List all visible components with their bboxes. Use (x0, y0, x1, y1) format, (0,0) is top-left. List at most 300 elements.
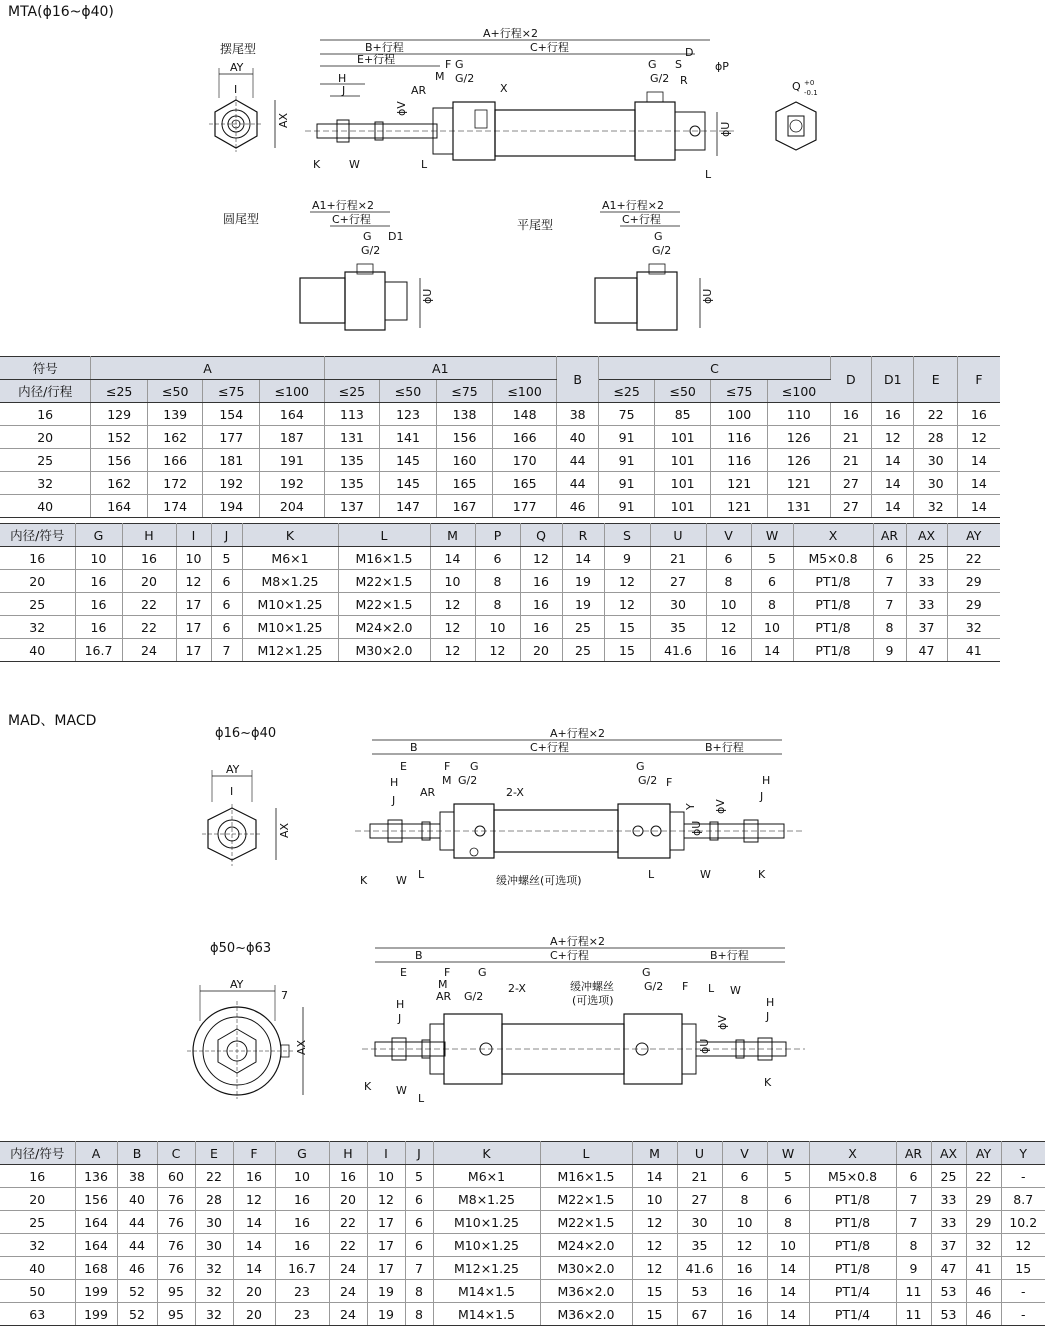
table-cell: 25 (562, 639, 604, 662)
mad-small-ax-label: AX (278, 822, 291, 838)
table-cell: 16 (0, 403, 91, 426)
table-cell: 21 (830, 449, 871, 472)
table-cell: M22×1.5 (540, 1211, 632, 1234)
table-cell: 9 (896, 1257, 931, 1280)
table-cell: 192 (203, 472, 260, 495)
mta-b-dim: B+行程 (365, 41, 404, 54)
table-cell: 30 (650, 593, 706, 616)
table-cell: 156 (91, 449, 148, 472)
table-cell: 8 (722, 1188, 767, 1211)
table-cell: 100 (711, 403, 768, 426)
table-cell: 20 (233, 1303, 275, 1326)
table-row (0, 1280, 1045, 1303)
table-cell: 28 (914, 426, 957, 449)
column-header: AY (947, 524, 1000, 547)
table-cell: M8×1.25 (242, 570, 338, 593)
table-cell: 21 (650, 547, 706, 570)
table-cell: 14 (957, 495, 1000, 518)
table-cell: 6 (405, 1188, 433, 1211)
table-cell: 14 (751, 639, 793, 662)
table-cell: M6×1 (242, 547, 338, 570)
column-header: U (677, 1142, 722, 1165)
table-cell: - (1001, 1165, 1045, 1188)
table-cell: 46 (966, 1280, 1001, 1303)
table-cell: 17 (367, 1211, 405, 1234)
mad-large-g2-dim: G/2 (464, 990, 484, 1003)
table-cell: M5×0.8 (809, 1165, 896, 1188)
mta-q-dim: Q (792, 80, 801, 93)
table-cell: 16 (722, 1257, 767, 1280)
table-cell: 16 (233, 1165, 275, 1188)
mta-e-dim: E+行程 (357, 53, 396, 66)
table-cell: 25 (931, 1165, 966, 1188)
table-cell: 12 (367, 1188, 405, 1211)
mta-phiu-dim: ϕU (719, 121, 732, 137)
column-header: AX (931, 1142, 966, 1165)
table-cell: 14 (767, 1257, 809, 1280)
mad-large-f-right: F (682, 980, 689, 993)
table-cell: 91 (599, 449, 655, 472)
table-cell: M10×1.25 (242, 616, 338, 639)
table-cell: - (1001, 1280, 1045, 1303)
table-cell: 16 (0, 547, 75, 570)
table-cell: 40 (556, 426, 598, 449)
table-cell: 7 (873, 570, 906, 593)
table-cell: 172 (147, 472, 203, 495)
mad-large-b-dim: B (415, 949, 423, 962)
table-cell: 10 (430, 570, 475, 593)
table-cell: 15 (632, 1303, 677, 1326)
table-cell: 139 (147, 403, 203, 426)
table-cell: 46 (117, 1257, 157, 1280)
table-cell: 10 (706, 593, 751, 616)
table-cell: 33 (906, 570, 947, 593)
table-cell: 14 (872, 472, 914, 495)
table-cell: 44 (556, 472, 598, 495)
table-cell: 11 (896, 1303, 931, 1326)
table-cell: 148 (493, 403, 557, 426)
table-cell: M6×1 (433, 1165, 540, 1188)
mta-t1-symbol-header: 符号 (0, 357, 91, 380)
mta-round-a1-dim: A1+行程×2 (312, 199, 374, 212)
table-cell: 121 (711, 472, 768, 495)
table-cell: 25 (906, 547, 947, 570)
table-cell: 10 (751, 616, 793, 639)
table-cell: 30 (677, 1211, 722, 1234)
table-cell: 17 (367, 1234, 405, 1257)
mad-large-cushion-1: 缓冲螺丝 (570, 980, 614, 993)
table-cell: 12 (430, 593, 475, 616)
table-cell: 19 (562, 570, 604, 593)
table-cell: 29 (966, 1188, 1001, 1211)
column-header: C (157, 1142, 195, 1165)
table-cell: 12 (632, 1211, 677, 1234)
table-cell: M12×1.25 (242, 639, 338, 662)
mta-flat-c-dim: C+行程 (622, 213, 661, 226)
table-cell: 28 (195, 1188, 233, 1211)
mad-small-e-dim: E (400, 760, 407, 773)
table-cell: 164 (75, 1211, 117, 1234)
table-cell: 8 (706, 570, 751, 593)
table-cell: 24 (329, 1257, 367, 1280)
table-cell: 33 (931, 1188, 966, 1211)
column-header: G (75, 524, 122, 547)
table-cell: 187 (260, 426, 325, 449)
table-cell: 160 (436, 449, 493, 472)
mad-small-k-dim: K (360, 874, 368, 887)
mad-small-phiv-dim: ϕV (714, 799, 727, 814)
mad-section-title: MAD、MACD (8, 713, 97, 729)
mta-t1-stroke-header: ≤25 (324, 380, 380, 403)
column-header: M (430, 524, 475, 547)
table-cell: 16 (275, 1211, 329, 1234)
table-cell: 15 (632, 1280, 677, 1303)
table-cell: 156 (436, 426, 493, 449)
table-row (0, 1257, 1045, 1280)
table-cell: 20 (122, 570, 176, 593)
table-cell: M30×2.0 (338, 639, 430, 662)
table-cell: 14 (430, 547, 475, 570)
table-cell: PT1/8 (793, 616, 873, 639)
table-cell: 41.6 (650, 639, 706, 662)
mad-small-g-dim: G (470, 760, 479, 773)
mad-small-g2-right: G/2 (638, 774, 658, 787)
table-cell: 10 (475, 616, 520, 639)
table-cell: 91 (599, 426, 655, 449)
mta-side-view-drawing (305, 26, 750, 186)
table-cell: M14×1.5 (433, 1303, 540, 1326)
mad-large-ax-label: AX (295, 1039, 308, 1055)
table-cell: 17 (176, 639, 211, 662)
table-cell: 6 (896, 1165, 931, 1188)
table-cell: 14 (632, 1165, 677, 1188)
table-cell: 76 (157, 1188, 195, 1211)
table-cell: 76 (157, 1257, 195, 1280)
table-cell: 147 (380, 495, 437, 518)
mad-small-end-view-drawing (200, 762, 300, 872)
table-cell: 32 (195, 1280, 233, 1303)
table-cell: 204 (260, 495, 325, 518)
table-cell: 131 (324, 426, 380, 449)
table-cell: 53 (677, 1280, 722, 1303)
table-cell: 10 (367, 1165, 405, 1188)
table-cell: 20 (0, 570, 75, 593)
table-cell: M10×1.25 (433, 1234, 540, 1257)
table-cell: M16×1.5 (540, 1165, 632, 1188)
table-cell: 101 (654, 426, 711, 449)
mta-t1-group-b: B (556, 357, 598, 403)
table-cell: 63 (0, 1303, 75, 1326)
table-cell: 38 (556, 403, 598, 426)
table-cell: 16 (830, 403, 871, 426)
mta-flat-g-dim: G (654, 230, 663, 243)
table-cell: 76 (157, 1211, 195, 1234)
table-cell: 40 (0, 1257, 75, 1280)
table-cell: 152 (91, 426, 148, 449)
table-cell: 12 (872, 426, 914, 449)
mad-large-w-dim: W (396, 1084, 407, 1097)
table-cell: 145 (380, 449, 437, 472)
table-cell: 47 (906, 639, 947, 662)
mta-t1-group-a: A (91, 357, 324, 380)
table-cell: 76 (157, 1234, 195, 1257)
table-cell: PT1/8 (809, 1234, 896, 1257)
mta-s-dim: S (675, 58, 682, 71)
table-cell: 22 (966, 1165, 1001, 1188)
table-cell: 177 (493, 495, 557, 518)
mad-small-y-dim: Y (684, 803, 697, 810)
mta-t1-group-c: C (599, 357, 830, 380)
mad-small-l-right: L (648, 868, 655, 881)
table-cell: 6 (475, 547, 520, 570)
column-header: M (632, 1142, 677, 1165)
mad-small-cushion-note: 缓冲螺丝(可选项) (496, 874, 582, 887)
mad-large-7-label: 7 (281, 989, 288, 1002)
table-cell: 10.2 (1001, 1211, 1045, 1234)
table-cell: 75 (599, 403, 655, 426)
table-cell: 20 (0, 426, 91, 449)
table-cell: 16 (520, 570, 562, 593)
mad-large-g2-right: G/2 (644, 980, 664, 993)
mta-t1-stroke-header: ≤50 (380, 380, 437, 403)
column-header: K (433, 1142, 540, 1165)
table-row (0, 547, 1000, 570)
table-cell: 12 (604, 593, 650, 616)
table-cell: 113 (324, 403, 380, 426)
table-cell: 32 (914, 495, 957, 518)
table-cell: 46 (556, 495, 598, 518)
mad-small-j-dim: J (392, 794, 396, 807)
table-cell: 141 (380, 426, 437, 449)
table-cell: 167 (436, 495, 493, 518)
mad-small-m-dim: M (442, 774, 452, 787)
mta-end-view-drawing (205, 58, 305, 178)
table-cell: 22 (329, 1211, 367, 1234)
table-cell: 32 (966, 1234, 1001, 1257)
mad-large-k-right: K (764, 1076, 772, 1089)
table-cell: 20 (329, 1188, 367, 1211)
table-cell: 7 (405, 1257, 433, 1280)
mad-small-f-dim: F (444, 760, 451, 773)
column-header: 内径/符号 (0, 524, 75, 547)
table-cell: 37 (931, 1234, 966, 1257)
table-row (0, 1165, 1045, 1188)
mta-l-right-dim: L (705, 168, 712, 181)
table-cell: 23 (275, 1303, 329, 1326)
table-cell: 126 (768, 426, 831, 449)
mad-large-ar-dim: AR (436, 990, 452, 1003)
table-cell: 164 (75, 1234, 117, 1257)
table-cell: 116 (711, 449, 768, 472)
mad-large-h-dim: H (396, 998, 405, 1011)
mad-large-l-dim: L (418, 1092, 425, 1105)
table-cell: 30 (195, 1234, 233, 1257)
table-cell: 181 (203, 449, 260, 472)
table-cell: 6 (211, 570, 242, 593)
mad-large-e-dim: E (400, 966, 407, 979)
mta-flat-tail-drawing (590, 198, 740, 333)
table-cell: 191 (260, 449, 325, 472)
table-cell: 12 (475, 639, 520, 662)
mta-x-dim: X (500, 82, 508, 95)
mta-round-label: 圆尾型 (223, 212, 260, 226)
table-cell: 22 (122, 593, 176, 616)
table-cell: 27 (650, 570, 706, 593)
table-cell: PT1/8 (793, 593, 873, 616)
table-cell: 52 (117, 1303, 157, 1326)
mta-flat-a1-dim: A1+行程×2 (602, 199, 664, 212)
table-cell: 135 (324, 449, 380, 472)
table-cell: 32 (0, 1234, 75, 1257)
table-cell: PT1/8 (809, 1257, 896, 1280)
mta-t1-stroke-header: ≤75 (436, 380, 493, 403)
table-cell: 16 (75, 593, 122, 616)
column-header: H (329, 1142, 367, 1165)
table-cell: 20 (520, 639, 562, 662)
table-row (0, 403, 1000, 426)
table-cell: 37 (906, 616, 947, 639)
column-header: L (338, 524, 430, 547)
column-header: V (722, 1142, 767, 1165)
table-cell: 12 (632, 1234, 677, 1257)
table-cell: 25 (0, 1211, 75, 1234)
column-header: J (405, 1142, 433, 1165)
mta-t1-group-e: E (914, 357, 957, 403)
table-cell: M16×1.5 (338, 547, 430, 570)
table-cell: 22 (122, 616, 176, 639)
table-cell: 12 (604, 570, 650, 593)
column-header: F (233, 1142, 275, 1165)
table-cell: 20 (233, 1280, 275, 1303)
mad-large-range-label: ϕ50~ϕ63 (210, 941, 272, 956)
table-cell: 16 (520, 616, 562, 639)
table-cell: 29 (966, 1211, 1001, 1234)
column-header: Y (1001, 1142, 1045, 1165)
table-cell: 12 (706, 616, 751, 639)
table-cell: 10 (632, 1188, 677, 1211)
table-cell: 12 (233, 1188, 275, 1211)
mta-t1-stroke-header: ≤75 (203, 380, 260, 403)
table-cell: 199 (75, 1280, 117, 1303)
table-row (0, 449, 1000, 472)
table-cell: 154 (203, 403, 260, 426)
table-cell: 22 (329, 1234, 367, 1257)
table-cell: 8 (405, 1280, 433, 1303)
table-cell: 50 (0, 1280, 75, 1303)
table-cell: 25 (0, 449, 91, 472)
mta-g-dim: G (455, 58, 464, 71)
table-cell: 27 (677, 1188, 722, 1211)
column-header: X (809, 1142, 896, 1165)
table-cell: 121 (711, 495, 768, 518)
column-header: 内径/符号 (0, 1142, 75, 1165)
mad-small-2x-dim: 2-X (506, 786, 524, 799)
mad-small-g-right: G (636, 760, 645, 773)
mad-small-b-dim: B (410, 741, 418, 754)
mta-end-i-label: I (234, 83, 238, 96)
table-cell: 12 (957, 426, 1000, 449)
table-cell: 25 (562, 616, 604, 639)
table-cell: 10 (275, 1165, 329, 1188)
table-cell: 165 (493, 472, 557, 495)
table-cell: 16 (275, 1188, 329, 1211)
table-cell: 44 (117, 1234, 157, 1257)
table-cell: 10 (767, 1234, 809, 1257)
table-cell: 95 (157, 1280, 195, 1303)
table-cell: 6 (405, 1211, 433, 1234)
mta-flat-phiu-dim: ϕU (701, 288, 714, 304)
table-cell: - (1001, 1303, 1045, 1326)
column-header: G (275, 1142, 329, 1165)
table-cell: 14 (562, 547, 604, 570)
table-cell: 166 (493, 426, 557, 449)
table-cell: 41 (947, 639, 1000, 662)
table-cell: 22 (947, 547, 1000, 570)
table-cell: 129 (91, 403, 148, 426)
table-cell: M22×1.5 (338, 570, 430, 593)
table-cell: 22 (914, 403, 957, 426)
mta-flat-label: 平尾型 (517, 218, 554, 232)
mta-t1-group-d1: D1 (872, 357, 914, 403)
table-cell: 6 (405, 1234, 433, 1257)
table-row (0, 1234, 1045, 1257)
table-cell: 32 (195, 1303, 233, 1326)
mta-round-c-dim: C+行程 (332, 213, 371, 226)
table-row (0, 639, 1000, 662)
column-header: S (604, 524, 650, 547)
table-cell: PT1/4 (809, 1303, 896, 1326)
mta-t1-group-a1: A1 (324, 357, 556, 380)
table-cell: M12×1.25 (433, 1257, 540, 1280)
table-cell: 40 (117, 1188, 157, 1211)
table-cell: 168 (75, 1257, 117, 1280)
table-cell: 16.7 (275, 1257, 329, 1280)
table-cell: 8 (475, 593, 520, 616)
table-cell: 33 (931, 1211, 966, 1234)
table-cell: 10 (75, 547, 122, 570)
mad-large-end-view-drawing (185, 975, 315, 1100)
table-cell: 16 (75, 570, 122, 593)
table-cell: 8 (873, 616, 906, 639)
mad-small-phiu-dim: ϕU (690, 820, 703, 836)
mta-c-dim: C+行程 (530, 41, 569, 54)
table-cell: 5 (211, 547, 242, 570)
mta-a-dim: A+行程×2 (483, 27, 538, 40)
table-cell: 7 (896, 1211, 931, 1234)
table-cell: 53 (931, 1280, 966, 1303)
column-header: AR (896, 1142, 931, 1165)
table-cell: 91 (599, 472, 655, 495)
mad-large-g-dim: G (478, 966, 487, 979)
mad-small-w-dim: W (396, 874, 407, 887)
table-cell: M30×2.0 (540, 1257, 632, 1280)
table-cell: 22 (195, 1165, 233, 1188)
mta-round-tail-drawing (295, 198, 455, 333)
column-header: A (75, 1142, 117, 1165)
table-cell: 19 (562, 593, 604, 616)
table-cell: 32 (195, 1257, 233, 1280)
mta-t1-group-f: F (957, 357, 1000, 403)
table-cell: M5×0.8 (793, 547, 873, 570)
table-cell: 12 (722, 1234, 767, 1257)
mta-round-phiu-dim: ϕU (421, 288, 434, 304)
mad-large-phiv-dim: ϕV (716, 1015, 729, 1030)
table-cell: 47 (931, 1257, 966, 1280)
table-cell: 40 (0, 639, 75, 662)
table-cell: 10 (176, 547, 211, 570)
mta-m-dim: M (435, 70, 445, 83)
table-cell: 30 (914, 472, 957, 495)
